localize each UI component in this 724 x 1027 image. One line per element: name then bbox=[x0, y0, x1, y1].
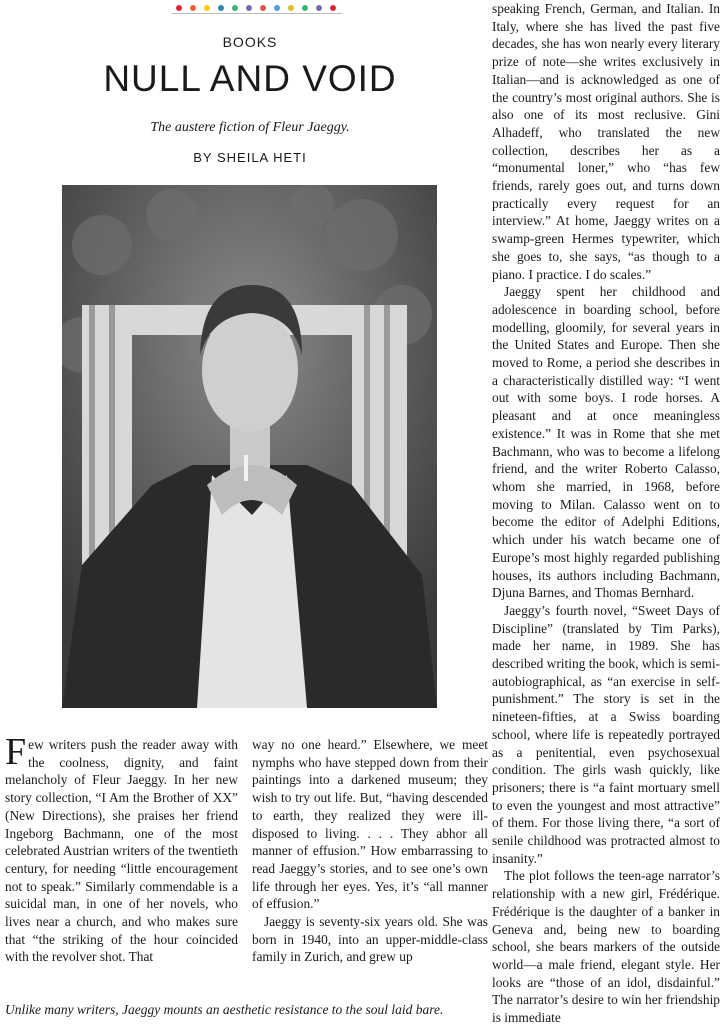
byline: BY SHEILA HETI bbox=[193, 150, 307, 165]
dot bbox=[204, 5, 210, 11]
dot bbox=[316, 5, 322, 11]
dot bbox=[176, 5, 182, 11]
dot bbox=[330, 5, 336, 11]
paragraph: speaking French, German, and Italian. In Italy, where she has lived the past five decades, she has won nearly every literary prize of note—she writes exclusively in Italian—and is acknowledged as one of the country’s most original authors. She is also one of its most reclusive. Gini Alhadeff, who translated the new collection, describes her as a “monumental loner,” who “has few friends, rarely goes out, and turns down practically every request for an interview.” At home, Jaeggy writes on a swamp-green Hermes typewriter, which she goes to, she says, “as though to a piano. I practice. I do scales.” bbox=[492, 1, 720, 282]
paragraph: way no one heard.” Elsewhere, we meet nymphs who have stepped down from their paintings into a darkened museum; they wish to try out life. But, “having descended to earth, they realized they were ill-disposed to living. . . . They abhor all manner of effusion.” How embarrassing to read Jaeggy’s stories, and to see one’s own life through her eyes. Yes, it’s “all manner of effusion.” bbox=[252, 737, 488, 912]
dek: The austere fiction of Fleur Jaeggy. bbox=[150, 120, 350, 135]
paragraph: Jaeggy’s fourth novel, “Sweet Days of Discipline” (translated by Tim Parks), made her name, in 1989. She has described writing the book, which is semi-autobiographical, as “an exercise in self-punishment.” The story is set in the nineteen-fifties, at a Swiss boarding school, where life is repeatedly portrayed as a penitential, even psychosexual condition. The girls wash quickly, like prisoners; there is “a faint mortuary smell to even the youngest and most attractive” of them. For those living there, “a sort of senile childhood was protracted almost to insanity.” bbox=[492, 602, 720, 866]
dot bbox=[246, 5, 252, 11]
dot bbox=[190, 5, 196, 11]
photo-caption: Unlike many writers, Jaeggy mounts an aesthetic resistance to the soul laid bare. bbox=[5, 1002, 444, 1017]
author-photo bbox=[62, 185, 437, 708]
headline: NULL AND VOID bbox=[103, 58, 397, 99]
header-rule bbox=[172, 13, 342, 14]
dot bbox=[302, 5, 308, 11]
dot bbox=[274, 5, 280, 11]
paragraph: The plot follows the teen-age narrator’s relationship with a new girl, Frédérique. Frédérique is the daughter of a banker in Geneva and, being new to boarding school, she bears markers of the outside world—a male friend, elegant style. Her looks are “those of an idol, disdainful.” The narrator’s desire to win her friendship is immediate bbox=[492, 868, 720, 1026]
dropcap: F bbox=[5, 731, 27, 773]
paragraph: Few writers push the reader away with the coolness, dignity, and faint melancholy of Fleur Jaeggy. In her new story collection, “I Am the Brother of XX” (New Directions), she praises her friend Ingeborg Bachmann, one of the most celebrated Austrian writers of the twentieth century, for needing “little encouragement not to speak.” Similarly commendable is a suicidal man, in one of her novels, who lives near a church, and who makes sure that “the striking of the hour coincided with the revolver shot. That bbox=[5, 731, 238, 965]
dot bbox=[288, 5, 294, 11]
article-column-left bbox=[5, 731, 238, 966]
paragraph: Jaeggy spent her childhood and adolescence in boarding school, before modelling, gloomily, for several years in the United States and Europe. Then she moved to Rome, a period she describes in a characteristically distilled way: “I went out with some boys. I rode horses. A pleasant and at once meaningless existence.” It was in Rome that she met Bachmann, who was to become a lifelong friend, and the writer Roberto Calasso, whom she married, in 1968, before moving to Milan. Calasso went on to become the editor of Adelphi Editions, which under his watch became one of Europe’s most highly regarded publishing houses, its authors including Bachmann, Djuna Barnes, and Thomas Bernhard. bbox=[492, 284, 720, 601]
photo-illustration bbox=[62, 185, 437, 708]
paragraph: Jaeggy is seventy-six years old. She was born in 1940, into an upper-middle-class family in Zurich, and grew up bbox=[252, 914, 488, 965]
dot bbox=[232, 5, 238, 11]
section-label: BOOKS bbox=[222, 34, 278, 50]
header-dot-ornament bbox=[172, 3, 342, 17]
article-column-right bbox=[492, 0, 720, 1027]
dot bbox=[218, 5, 224, 11]
article-column-middle bbox=[252, 736, 488, 966]
dot bbox=[260, 5, 266, 11]
